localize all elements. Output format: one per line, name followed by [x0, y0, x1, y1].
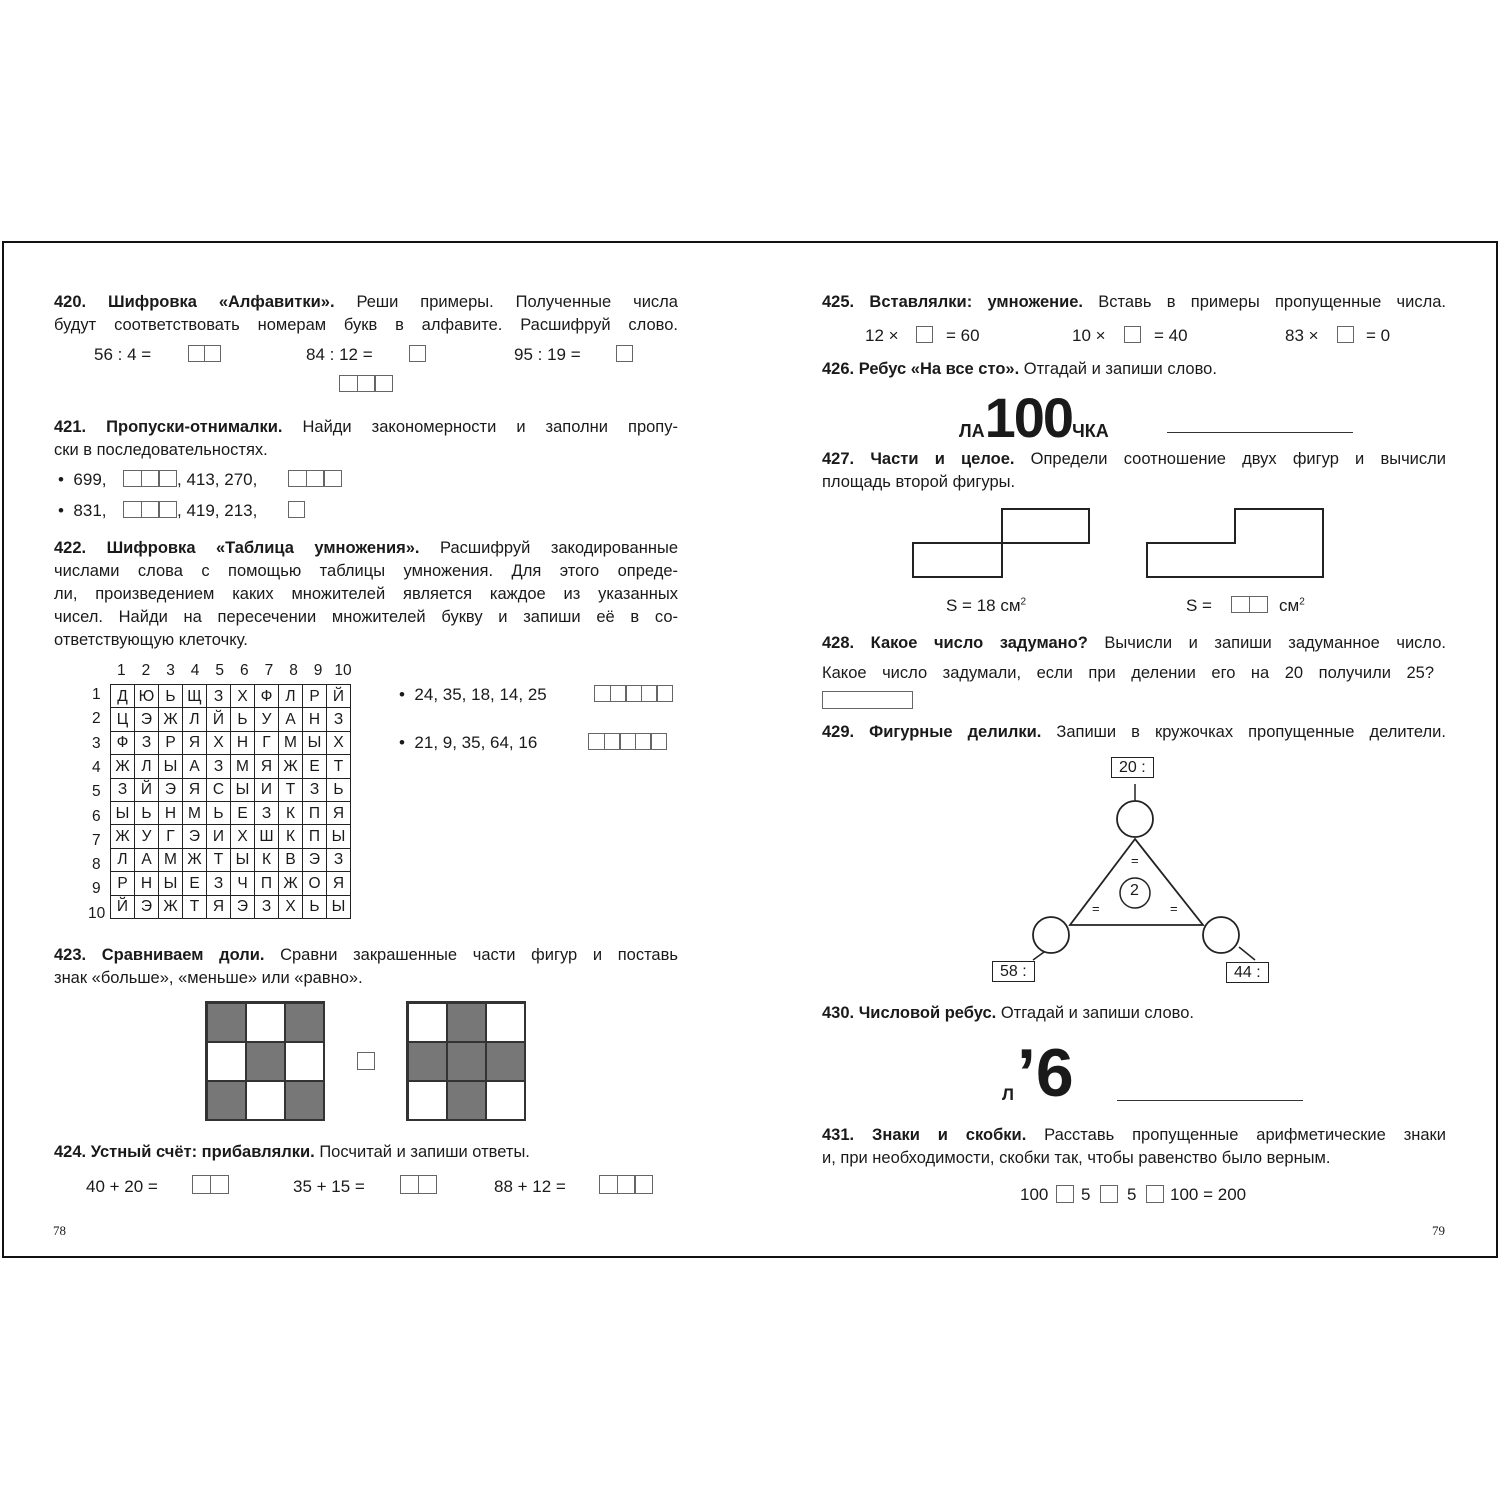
rebus-prefix: ЛА — [959, 421, 985, 441]
shaded-cell — [207, 1081, 246, 1120]
equals-sign-right: = — [1170, 901, 1178, 916]
rebus-letter: Л — [1002, 1085, 1014, 1104]
grid-cell: Я — [327, 872, 351, 895]
grid-cell: Щ — [183, 685, 207, 708]
grid-row — [111, 755, 351, 778]
grid-cell: Ы — [159, 872, 183, 895]
grid-cell: З — [111, 778, 135, 801]
task-424-example-3: 88 + 12 = — [494, 1177, 566, 1196]
grid-cell: Ф — [255, 685, 279, 708]
grid-cell: Ж — [111, 825, 135, 848]
task-430-line1: 430. Числовой ребус. Отгадай и запиши слово. — [822, 1004, 1194, 1022]
grid-cell: Й — [327, 685, 351, 708]
task-420-example-1: 56 : 4 = — [94, 345, 152, 364]
grid-cell: Т — [207, 848, 231, 871]
sequence-2-rest: , 419, 213, — [177, 501, 258, 520]
grid-cell: Ю — [135, 685, 159, 708]
grid-cell: П — [303, 801, 327, 824]
divisor-circle-left[interactable] — [1033, 917, 1069, 953]
area-figure-2-unit: $см^2$ — [1279, 596, 1305, 615]
sign-box[interactable] — [1056, 1185, 1073, 1203]
answer-line[interactable] — [1117, 1100, 1303, 1101]
grid-cell: Я — [183, 731, 207, 754]
grid-cell: М — [279, 731, 303, 754]
answer-boxes[interactable] — [599, 1175, 652, 1194]
grid-cell: М — [159, 848, 183, 871]
grid-cell: З — [135, 731, 159, 754]
answer-boxes[interactable] — [288, 470, 341, 487]
grid-column-header: 6 — [240, 662, 249, 679]
center-number: 2 — [1130, 882, 1139, 899]
grid-cell: П — [303, 825, 327, 848]
grid-cell: У — [135, 825, 159, 848]
grid-cell: Й — [111, 895, 135, 918]
grid-cell: З — [255, 801, 279, 824]
grid-cell: Ж — [279, 872, 303, 895]
grid-row — [111, 895, 351, 918]
task-420-example-3: 95 : 19 = — [514, 345, 581, 364]
shaded-cell — [447, 1003, 486, 1042]
task-426-line1: 426. Ребус «На все сто». Отгадай и запиши слово. — [822, 360, 1217, 378]
grid-cell: Р — [159, 731, 183, 754]
grid-cell: М — [183, 801, 207, 824]
grid-row — [111, 731, 351, 754]
grid-cell: Ы — [327, 895, 351, 918]
shaded-figure-1 — [205, 1001, 325, 1121]
grid-cell: Э — [159, 778, 183, 801]
grid-cell: Ь — [135, 801, 159, 824]
grid-row — [111, 708, 351, 731]
grid-cell: Е — [303, 755, 327, 778]
grid-cell: З — [207, 872, 231, 895]
grid-cell: Э — [303, 848, 327, 871]
grid-row — [111, 848, 351, 871]
grid-cell: Э — [135, 708, 159, 731]
grid-row-header: 5 — [92, 783, 101, 801]
task-429-line1: 429. Фигурные делилки. Запиши в кружочках пропущенные делители. — [822, 723, 1446, 741]
task-420-line1: 420. Шифровка «Алфавитки». Реши примеры. Полученные числа — [54, 293, 678, 311]
grid-column-header: 4 — [190, 662, 200, 679]
grid-cell: Д — [111, 685, 135, 708]
grid-cell: Э — [183, 825, 207, 848]
answer-boxes[interactable] — [588, 733, 666, 750]
task-425-example-2a: 10 × — [1072, 326, 1106, 345]
grid-row-header: 4 — [92, 758, 101, 776]
grid-cell: Ы — [231, 848, 255, 871]
answer-field[interactable] — [822, 691, 913, 709]
grid-cell: Я — [183, 778, 207, 801]
figure-1 — [913, 509, 1089, 577]
answer-boxes[interactable] — [400, 1175, 435, 1194]
answer-box[interactable] — [916, 326, 932, 343]
grid-cell: Т — [327, 755, 351, 778]
grid-cell: А — [135, 848, 159, 871]
multiplication-letter-grid — [110, 684, 351, 919]
grid-cell: И — [207, 825, 231, 848]
shaded-cell — [486, 1042, 525, 1081]
grid-cell: Ж — [159, 895, 183, 918]
grid-column-header: 1 — [117, 662, 126, 679]
grid-cell: Й — [207, 708, 231, 731]
grid-cell: Й — [135, 778, 159, 801]
empty-cell — [486, 1081, 525, 1120]
grid-row-header: 8 — [92, 856, 101, 874]
task-421-line1: 421. Пропуски-отнималки. Найди закономерности и заполни пропу- — [54, 418, 678, 436]
grid-row-header: 9 — [92, 880, 101, 898]
top-number-box: 20 : — [1111, 757, 1154, 778]
answer-box[interactable] — [409, 345, 425, 362]
grid-cell: Л — [135, 755, 159, 778]
task-422-line1: 422. Шифровка «Таблица умножения». Расшифруй закодированные — [54, 539, 678, 557]
grid-cell: Х — [327, 731, 351, 754]
page-number-right: 79 — [1432, 1223, 1445, 1238]
grid-cell: Ь — [327, 778, 351, 801]
grid-cell: Ы — [327, 825, 351, 848]
grid-cell: З — [303, 778, 327, 801]
shaded-cell — [207, 1003, 246, 1042]
grid-cell: З — [255, 895, 279, 918]
grid-cell: Н — [303, 708, 327, 731]
sequence-1-rest: , 413, 270, — [177, 470, 258, 489]
grid-cell: О — [303, 872, 327, 895]
grid-cell: Ч — [231, 872, 255, 895]
grid-cell: Х — [231, 685, 255, 708]
task-431-line1: 431. Знаки и скобки. Расставь пропущенные арифметические знаки — [822, 1126, 1446, 1144]
task-427-line1: 427. Части и целое. Определи соотношение двух фигур и вычисли — [822, 450, 1446, 468]
task-431-line2: и, при необходимости, скобки так, чтобы равенство было верным. — [822, 1149, 1331, 1167]
grid-cell: З — [207, 685, 231, 708]
grid-column-header: 3 — [166, 662, 175, 679]
grid-column-header: 8 — [289, 662, 298, 679]
grid-row — [111, 825, 351, 848]
grid-cell: Н — [135, 872, 159, 895]
answer-box[interactable] — [616, 345, 632, 362]
code-sequence-1: • 24, 35, 18, 14, 25 — [399, 685, 547, 704]
task-425-example-3b: = 0 — [1366, 326, 1391, 345]
answer-boxes[interactable] — [188, 345, 219, 362]
shaded-cell — [246, 1042, 285, 1081]
task-421-line2: ски в последовательностях. — [54, 441, 268, 459]
grid-cell: К — [279, 825, 303, 848]
shaded-cell — [447, 1042, 486, 1081]
grid-cell: З — [327, 848, 351, 871]
grid-row — [111, 685, 351, 708]
grid-cell: Я — [255, 755, 279, 778]
grid-cell: Е — [231, 801, 255, 824]
sign-box[interactable] — [1146, 1185, 1163, 1203]
task-422-line5: ответствующую клеточку. — [54, 631, 248, 649]
grid-cell: К — [255, 848, 279, 871]
equals-sign-top: = — [1131, 853, 1139, 868]
answer-boxes[interactable] — [123, 501, 176, 518]
grid-cell: Х — [207, 731, 231, 754]
grid-row-header: 10 — [88, 904, 106, 922]
task-422-line2: числами слова с помощью таблицы умножения. Для этого опреде- — [54, 562, 678, 580]
grid-row-header: 7 — [92, 831, 101, 849]
grid-cell: Я — [207, 895, 231, 918]
empty-cell — [285, 1042, 324, 1081]
grid-cell: Ы — [231, 778, 255, 801]
grid-column-header: 5 — [215, 662, 225, 679]
left-number-box: 58 : — [992, 961, 1035, 982]
grid-cell: Е — [183, 872, 207, 895]
comparison-sign-box[interactable] — [357, 1052, 374, 1070]
grid-cell: В — [279, 848, 303, 871]
grid-cell: Ь — [159, 685, 183, 708]
page-number-left: 78 — [53, 1223, 66, 1238]
grid-row — [111, 778, 351, 801]
grid-cell: Л — [279, 685, 303, 708]
equation-part-2: 5 — [1081, 1185, 1091, 1204]
sequence-2: • 831, — [58, 501, 107, 520]
grid-cell: Н — [231, 731, 255, 754]
equation-part-3: 5 — [1127, 1185, 1137, 1204]
grid-cell: Ж — [183, 848, 207, 871]
grid-cell: И — [255, 778, 279, 801]
rebus-six: ’6 — [1017, 1035, 1074, 1111]
grid-cell: Т — [279, 778, 303, 801]
grid-column-header: 9 — [313, 662, 323, 679]
empty-cell — [246, 1081, 285, 1120]
grid-cell: М — [231, 755, 255, 778]
task-420-line2: будут соответствовать номерам букв в алфавите. Расшифруй слово. — [54, 316, 678, 334]
grid-cell: Ж — [279, 755, 303, 778]
grid-row — [111, 872, 351, 895]
figure-2 — [1147, 509, 1323, 577]
grid-column-header: 10 — [334, 662, 352, 679]
divisor-circle-top[interactable] — [1117, 801, 1153, 837]
grid-cell: Х — [231, 825, 255, 848]
task-425-example-1a: 12 × — [865, 326, 899, 345]
task-424-example-1: 40 + 20 = — [86, 1177, 158, 1196]
equation-part-4: 100 = 200 — [1170, 1185, 1247, 1204]
shaded-figure-2 — [406, 1001, 526, 1121]
empty-cell — [486, 1003, 525, 1042]
grid-row-header: 2 — [92, 710, 101, 728]
task-420-example-2: 84 : 12 = — [306, 345, 373, 364]
sign-box[interactable] — [1100, 1185, 1117, 1203]
grid-cell: Н — [159, 801, 183, 824]
grid-cell: Л — [111, 848, 135, 871]
grid-row-header: 1 — [92, 686, 101, 703]
equals-sign-left: = — [1092, 901, 1100, 916]
equation-part-1: 100 — [1020, 1185, 1049, 1204]
triangle-divider-diagram — [985, 752, 1285, 987]
right-number-box: 44 : — [1226, 962, 1269, 983]
shaded-cell — [408, 1042, 447, 1081]
grid-row — [111, 801, 351, 824]
grid-cell: Ь — [303, 895, 327, 918]
grid-cell: Г — [159, 825, 183, 848]
empty-cell — [246, 1003, 285, 1042]
grid-cell: П — [255, 872, 279, 895]
divisor-circle-right[interactable] — [1203, 917, 1239, 953]
grid-cell: Т — [183, 895, 207, 918]
rebus-suffix: ЧКА — [1072, 421, 1109, 441]
rebus-number: 100 — [984, 386, 1073, 449]
grid-cell: Х — [279, 895, 303, 918]
answer-box[interactable] — [288, 501, 304, 518]
answer-box[interactable] — [1124, 326, 1140, 343]
task-424-line1: 424. Устный счёт: прибавлялки. Посчитай и запиши ответы. — [54, 1143, 530, 1161]
grid-cell: Р — [111, 872, 135, 895]
empty-cell — [408, 1003, 447, 1042]
grid-cell: У — [255, 708, 279, 731]
rebus-100 — [959, 385, 1109, 450]
grid-cell: Ы — [111, 801, 135, 824]
task-427-line2: площадь второй фигуры. — [822, 473, 1016, 491]
area-figure-1: S = 18 $см^2$ — [946, 596, 1027, 615]
task-423-line2: знак «больше», «меньше» или «равно». — [54, 969, 363, 987]
answer-boxes[interactable] — [1231, 596, 1266, 613]
grid-cell: Ы — [303, 731, 327, 754]
task-422-line4: чисел. Найди на пересечении множителей букву и запиши её в со- — [54, 608, 678, 626]
grid-cell: Ц — [111, 708, 135, 731]
answer-line[interactable] — [1167, 432, 1353, 433]
empty-cell — [408, 1081, 447, 1120]
task-424-example-2: 35 + 15 = — [293, 1177, 365, 1196]
grid-cell: Р — [303, 685, 327, 708]
code-sequence-2: • 21, 9, 35, 64, 16 — [399, 733, 538, 752]
grid-cell: Ь — [231, 708, 255, 731]
task-428-line2: Какое число задумали, если при делении его на 20 получили 25? — [822, 664, 1434, 682]
task-425-example-3a: 83 × — [1285, 326, 1319, 345]
grid-cell: С — [207, 778, 231, 801]
word-answer-boxes[interactable] — [339, 375, 392, 392]
grid-cell: Ж — [111, 755, 135, 778]
shaded-cell — [447, 1081, 486, 1120]
answer-boxes[interactable] — [192, 1175, 227, 1194]
grid-cell: Ы — [159, 755, 183, 778]
answer-boxes[interactable] — [123, 470, 176, 487]
grid-cell: Э — [231, 895, 255, 918]
grid-cell: Л — [183, 708, 207, 731]
grid-cell: З — [207, 755, 231, 778]
answer-boxes[interactable] — [594, 685, 672, 702]
task-425-line1: 425. Вставлялки: умножение. Вставь в примеры пропущенные числа. — [822, 293, 1447, 311]
grid-cell: Ь — [207, 801, 231, 824]
answer-box[interactable] — [1337, 326, 1353, 343]
grid-cell: Э — [135, 895, 159, 918]
task-423-line1: 423. Сравниваем доли. Сравни закрашенные части фигур и поставь — [54, 946, 678, 964]
task-428-line1: 428. Какое число задумано? Вычисли и запиши задуманное число. — [822, 634, 1446, 652]
grid-column-header: 2 — [141, 662, 151, 679]
grid-cell: А — [279, 708, 303, 731]
sequence-1: • 699, — [58, 470, 107, 489]
grid-cell: Г — [255, 731, 279, 754]
grid-cell: К — [279, 801, 303, 824]
task-425-example-1b: = 60 — [946, 326, 980, 345]
grid-cell: З — [327, 708, 351, 731]
task-422-line3: ли, произведением каких множителей является каждое из указанных — [54, 585, 678, 603]
grid-cell: Ж — [159, 708, 183, 731]
grid-cell: Я — [327, 801, 351, 824]
area-figure-2-label: S = — [1186, 596, 1212, 615]
grid-cell: Ф — [111, 731, 135, 754]
grid-column-header: 7 — [264, 662, 274, 679]
grid-row-header: 6 — [92, 807, 101, 825]
shaded-cell — [285, 1081, 324, 1120]
grid-row-header: 3 — [92, 734, 101, 752]
grid-cell: А — [183, 755, 207, 778]
task-425-example-2b: = 40 — [1154, 326, 1188, 345]
empty-cell — [207, 1042, 246, 1081]
shaded-cell — [285, 1003, 324, 1042]
grid-cell: Ш — [255, 825, 279, 848]
figures-parts-whole — [905, 500, 1345, 585]
